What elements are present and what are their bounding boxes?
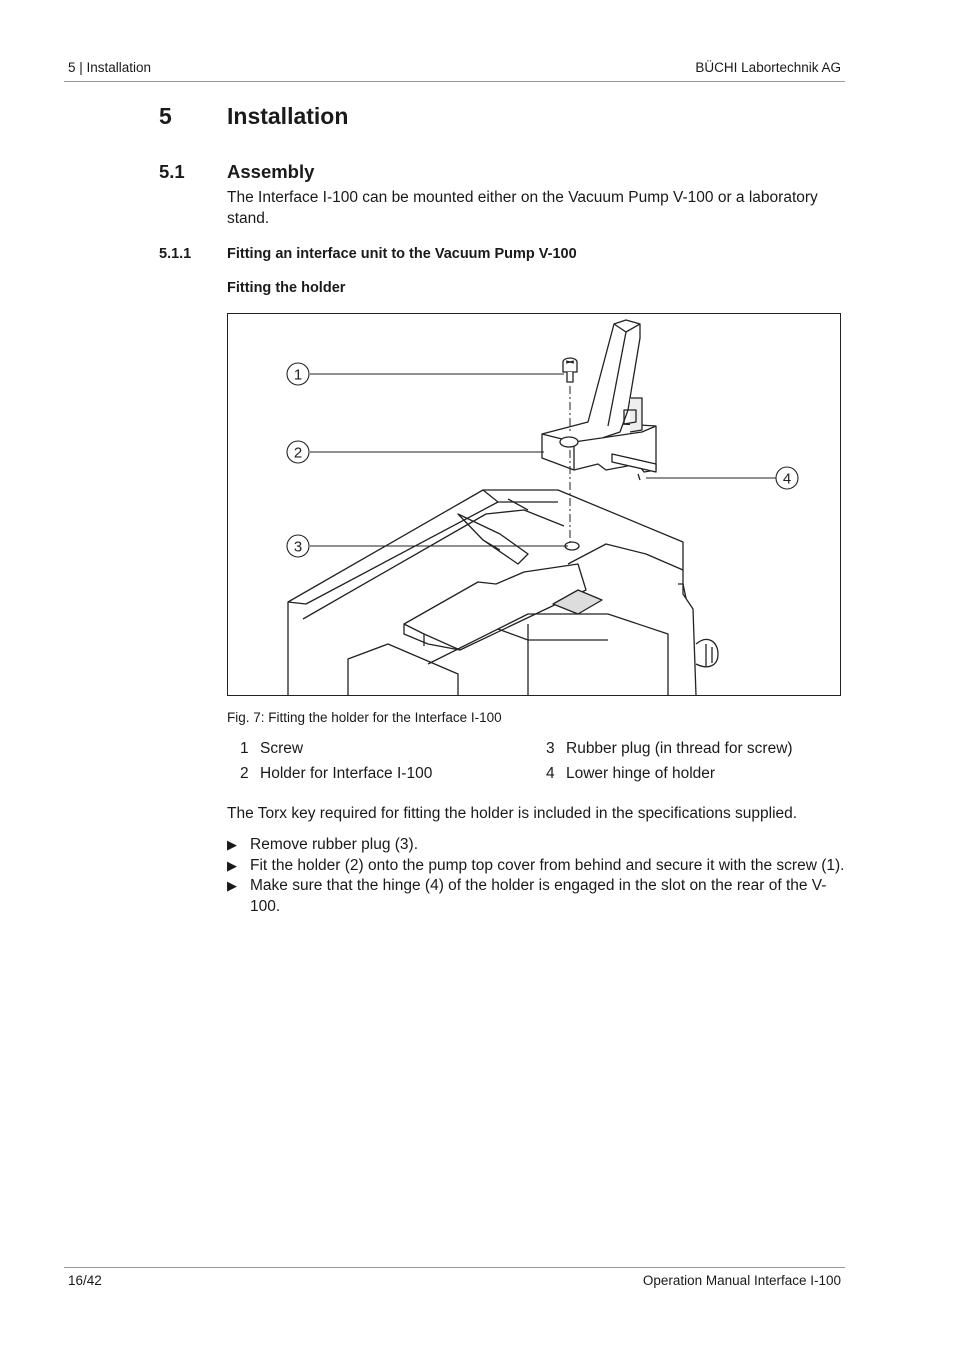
step-arrow-icon: ▶: [227, 857, 237, 873]
figure-caption: Fig. 7: Fitting the holder for the Interface I-100: [227, 710, 502, 725]
figure-holder-illustration: [227, 313, 841, 696]
callout-4-label: 4: [782, 470, 792, 488]
header-company: BÜCHI Labortechnik AG: [695, 60, 841, 75]
legend-item: [546, 740, 793, 758]
legend-item: [240, 740, 303, 758]
footer-document-title: Operation Manual Interface I-100: [642, 1273, 841, 1288]
step-arrow-icon: ▶: [227, 837, 237, 852]
step-item: [227, 835, 845, 856]
step-text: Remove rubber plug (3).: [250, 836, 418, 853]
legend-text: Holder for Interface I-100: [260, 765, 433, 782]
legend-number: 1: [240, 740, 249, 757]
legend-number: 3: [546, 740, 555, 757]
section-title: Assembly: [227, 161, 315, 182]
torx-key-note: The Torx key required for fitting the holder is included in the specifications supplied.: [227, 805, 798, 822]
section-intro-text: The Interface I-100 can be mounted either on the Vacuum Pump V-100 or a laboratory stand.: [227, 189, 818, 227]
subsection-number: 5.1.1: [159, 246, 192, 262]
step-text: Fit the holder (2) onto the pump top cover from behind and secure it with the screw (1).: [250, 856, 845, 874]
holder-drawing-part: [542, 320, 656, 480]
callout-2-label: 2: [293, 444, 303, 462]
pump-body-drawing: [288, 490, 718, 695]
legend-item: [240, 765, 432, 783]
legend-number: 4: [546, 765, 555, 782]
step-item: [227, 876, 845, 917]
legend-text: Screw: [260, 740, 304, 757]
step-arrow-icon: ▶: [227, 878, 237, 893]
step-text: Make sure that the hinge (4) of the holder is engaged in the slot on the rear of the V-100.: [250, 877, 827, 915]
header-section-label: 5 | Installation: [68, 60, 152, 75]
legend-number: 2: [240, 765, 249, 782]
legend-item: [546, 765, 715, 783]
header-divider: [64, 81, 845, 82]
callout-3-label: 3: [293, 538, 303, 556]
page-number: 16/42: [68, 1273, 102, 1288]
chapter-title: Installation: [227, 103, 349, 129]
subsection-title: Fitting an interface unit to the Vacuum Pump V-100: [227, 246, 577, 262]
legend-text: Lower hinge of holder: [566, 765, 716, 782]
section-number: 5.1: [159, 161, 185, 182]
subheading-fitting-holder: Fitting the holder: [227, 280, 346, 296]
instruction-steps: [227, 835, 845, 917]
legend-text: Rubber plug (in thread for screw): [566, 740, 793, 757]
callout-1-label: 1: [293, 366, 303, 384]
holder-drawing: [228, 314, 840, 695]
footer-divider: [64, 1267, 845, 1268]
chapter-number: 5: [159, 103, 172, 129]
step-item: [227, 856, 845, 877]
